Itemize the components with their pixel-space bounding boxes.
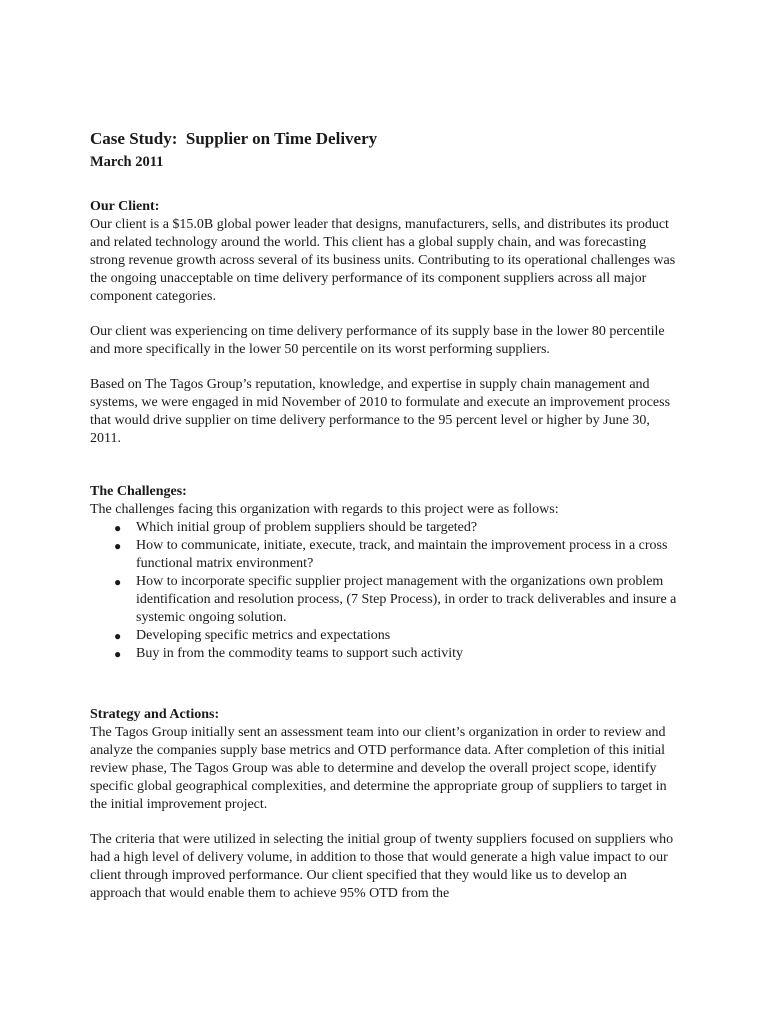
document-date: March 2011: [90, 154, 164, 170]
section-heading-challenges: The Challenges:: [90, 484, 187, 499]
list-item: [90, 627, 680, 645]
client-paragraph-3: Based on The Tagos Group’s reputation, knowledge, and expertise in supply chain management and systems, we were engaged in mid November of 2010 to formulate and execute an improvement process that would drive supplier on time delivery performance to the 95 percent level or higher by June 30, 2011.: [90, 377, 671, 446]
spacer: [90, 663, 680, 706]
bullet-icon: ●: [114, 575, 122, 589]
challenges-intro: The challenges facing this organization with regards to this project were as follows:: [90, 502, 559, 517]
list-item: [90, 645, 680, 663]
document-page: [90, 128, 680, 903]
list-item: [90, 537, 680, 573]
bullet-icon: ●: [114, 521, 122, 535]
section-heading-our-client: Our Client:: [90, 199, 160, 214]
section-strategy-and-actions: [90, 706, 680, 903]
list-item-text: Buy in from the commodity teams to support such activity: [136, 646, 464, 661]
list-item-text: Which initial group of problem suppliers should be targeted?: [136, 520, 478, 535]
list-item-text: How to incorporate specific supplier project management with the organizations own problem identification and resolution process, (7 Step Process), in order to track deliverables and insure a systemic ongoing solution.: [136, 574, 677, 625]
strategy-paragraph-1: The Tagos Group initially sent an assessment team into our client’s organization in order to review and analyze the companies supply base metrics and OTD performance data. After completion of this initial review phase, The Tagos Group was able to determine and develop the overall project scope, identify specific global geographical complexities, and determine the appropriate group of suppliers to target in the initial improvement project.: [90, 725, 667, 812]
section-challenges: [90, 483, 680, 663]
challenges-list: [90, 519, 680, 663]
bullet-icon: ●: [114, 539, 122, 553]
section-heading-strategy: Strategy and Actions:: [90, 707, 220, 722]
bullet-icon: ●: [114, 647, 122, 661]
client-paragraph-1: Our client is a $15.0B global power leader that designs, manufacturers, sells, and distributes its product and related technology around the world. This client has a global supply chain, and was forecasting strong revenue growth across several of its business units. Contributing to its operational challenges was the ongoing unacceptable on time delivery performance of its component suppliers across all major component categories.: [90, 217, 676, 304]
spacer: [90, 172, 680, 198]
spacer: [90, 448, 680, 483]
section-our-client: [90, 198, 680, 448]
list-item: [90, 573, 680, 627]
list-item: [90, 519, 680, 537]
bullet-icon: ●: [114, 629, 122, 643]
strategy-paragraph-2: The criteria that were utilized in selecting the initial group of twenty suppliers focused on suppliers who had a high level of delivery volume, in addition to those that would generate a high value impact to our client through improved performance. Our client specified that they would like us to develop an approach that would enable them to achieve 95% OTD from the: [90, 832, 674, 901]
list-item-text: How to communicate, initiate, execute, track, and maintain the improvement process in a cross functional matrix environment?: [136, 538, 668, 571]
document-title: Case Study: Supplier on Time Delivery: [90, 129, 378, 148]
client-paragraph-2: Our client was experiencing on time delivery performance of its supply base in the lower 80 percentile and more specifically in the lower 50 percentile on its worst performing suppliers.: [90, 324, 665, 357]
list-item-text: Developing specific metrics and expectations: [136, 628, 391, 643]
